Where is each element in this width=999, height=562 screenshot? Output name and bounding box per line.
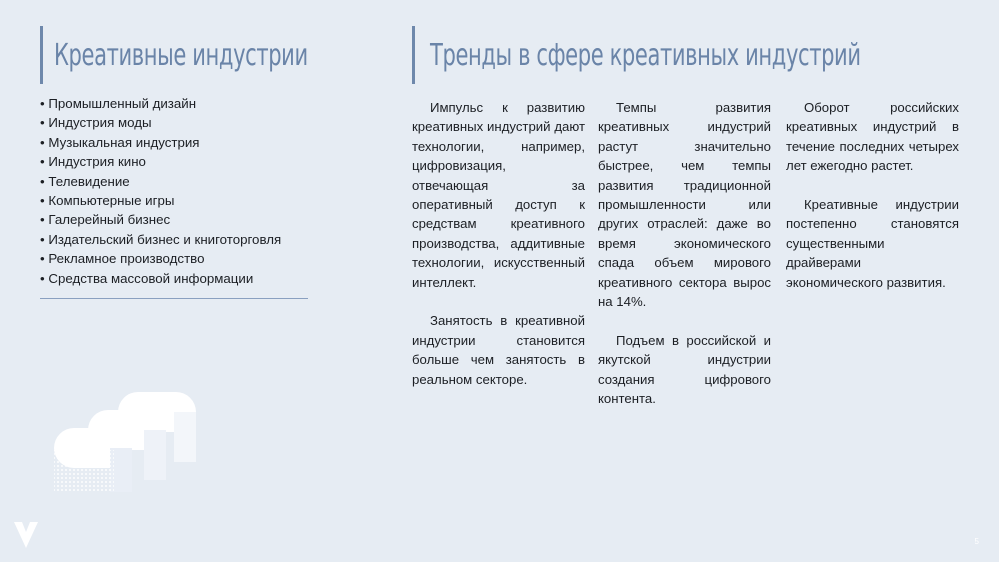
stacked-cylinders-illustration bbox=[48, 388, 208, 498]
list-item: • Компьютерные игры bbox=[40, 191, 281, 210]
trend-column-2 bbox=[598, 98, 771, 428]
page-number: 5 bbox=[974, 537, 979, 546]
trend-paragraph: Оборот российских креативных индустрий в течение последних четырех лет ежегодно растет. bbox=[786, 100, 959, 174]
trend-paragraph: Импульс к развитию креативных индустрий дают технологии, например, цифровизация, отвечающая за оперативный доступ к средствам креативного производства, аддитивные технологии, искусственный интеллект. bbox=[412, 100, 585, 290]
list-item: • Издательский бизнес и книготорговля bbox=[40, 230, 281, 249]
logo-icon bbox=[12, 520, 42, 550]
section-title-left: Креативные индустрии bbox=[54, 38, 308, 73]
creative-industries-list bbox=[40, 94, 281, 288]
trend-paragraph: Занятость в креативной индустрии становится больше чем занятость в реальном секторе. bbox=[412, 313, 585, 387]
trend-paragraph: Креативные индустрии постепенно становятся существенными драйверами экономического развития. bbox=[786, 197, 959, 290]
list-item: • Музыкальная индустрия bbox=[40, 133, 281, 152]
list-item: • Средства массовой информации bbox=[40, 269, 281, 288]
list-item: • Телевидение bbox=[40, 172, 281, 191]
trend-paragraph: Темпы развития креативных индустрий растут значительно быстрее, чем темпы развития традиционной промышленности или других отраслей: даже во время экономического спада объем мирового креативного сектора вырос на 14%. bbox=[598, 100, 771, 310]
list-item: • Промышленный дизайн bbox=[40, 94, 281, 113]
trend-column-3 bbox=[786, 98, 959, 311]
right-title-accent-bar bbox=[412, 26, 415, 84]
list-item: • Индустрия моды bbox=[40, 113, 281, 132]
list-item: • Рекламное производство bbox=[40, 249, 281, 268]
trend-paragraph: Подъем в российской и якутской индустрии создания цифрового контента. bbox=[598, 332, 771, 407]
trend-column-1 bbox=[412, 98, 585, 408]
list-item: • Галерейный бизнес bbox=[40, 210, 281, 229]
list-item: • Индустрия кино bbox=[40, 152, 281, 171]
left-title-accent-bar bbox=[40, 26, 43, 84]
list-divider bbox=[40, 298, 308, 299]
section-title-right: Тренды в сфере креативных индустрий bbox=[430, 38, 861, 73]
